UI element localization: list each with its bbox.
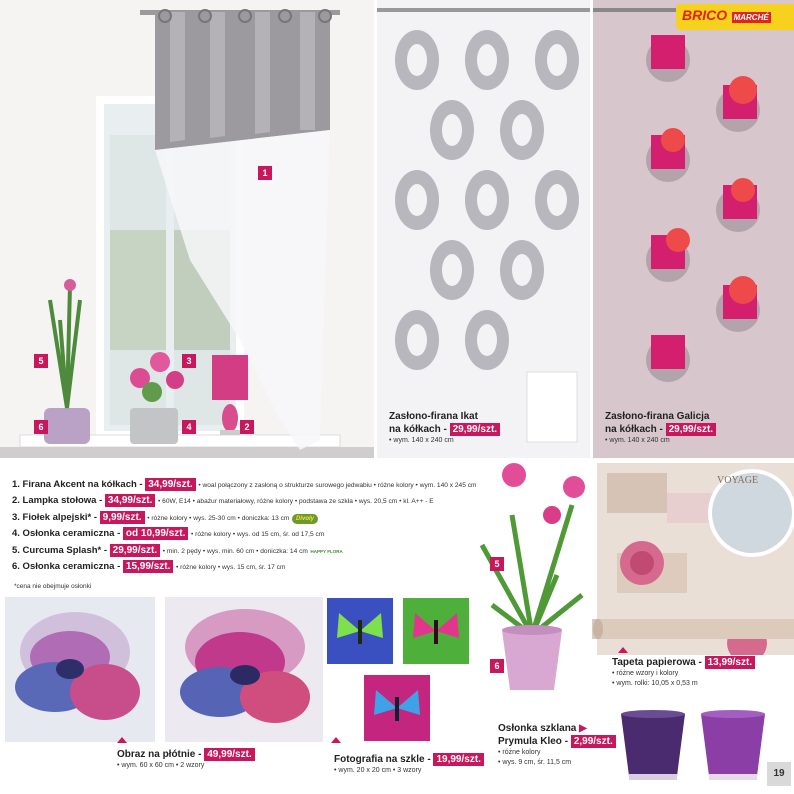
list-item-name: 2. Lampka stołowa -	[12, 495, 103, 507]
photo-glass-butterfly-pink	[403, 598, 469, 664]
glass-pot-dark-icon	[617, 710, 689, 784]
list-item-detail: • różne kolory • wys. 25-30 cm • doniczka: 13 cm	[147, 514, 290, 522]
obraz-detail: • wym. 60 x 60 cm • 2 wzory	[117, 762, 205, 769]
foto-price: 19,99/szt.	[433, 753, 483, 766]
badge-1: 1	[258, 166, 272, 180]
list-item	[12, 559, 482, 575]
galicja-detail: • wym. 140 x 240 cm	[605, 437, 670, 444]
footnote: *cena nie obejmuje osłonki	[14, 583, 92, 590]
list-item-name: 1. Firana Akcent na kółkach -	[12, 479, 143, 490]
photo-ikat-curtain	[377, 0, 590, 458]
badge-3: 3	[182, 354, 196, 368]
badge-curcuma-6: 6	[490, 659, 504, 673]
list-item-name: 4. Osłonka ceramiczna -	[12, 528, 121, 540]
glass-pot-light-icon	[697, 710, 769, 784]
foto-caption	[334, 753, 504, 776]
badge-4: 4	[182, 420, 196, 434]
oslonka-price: 2,99/szt.	[571, 735, 616, 748]
arrow-right-icon: ▶	[579, 723, 587, 734]
list-item	[12, 477, 482, 493]
list-item-name: 6. Osłonka ceramiczna -	[12, 561, 121, 573]
list-item-price: 9,99/szt.	[100, 511, 145, 524]
brico-logo	[676, 4, 794, 30]
foto-detail: • wym. 20 x 20 cm • 3 wzory	[334, 767, 422, 774]
wallpaper-word: VOYAGE	[717, 475, 759, 486]
list-item-name: 5. Curcuma Splash* -	[12, 544, 108, 556]
list-item-detail: • min. 2 pędy • wys. min. 60 cm • doniczka: 14 cm	[162, 547, 308, 555]
tapeta-title: Tapeta papierowa -	[612, 657, 702, 668]
obraz-title: Obraz na płótnie -	[117, 749, 202, 760]
wallpaper-roll-illustration	[592, 615, 794, 643]
ikat-caption	[389, 411, 589, 446]
badge-5: 5	[34, 354, 48, 368]
photo-window-curtain	[0, 0, 374, 458]
poppy-painting-2-illustration	[165, 597, 323, 742]
ikat-detail: • wym. 140 x 240 cm	[389, 437, 454, 444]
ikat-pattern-illustration	[377, 0, 590, 458]
list-item-detail: • różne kolory • wys. od 15 cm, śr. od 17,5 cm	[191, 531, 325, 539]
photo-glass-pot-dark	[617, 710, 689, 784]
butterfly-green-icon	[327, 598, 393, 664]
oslonka-title-2: Prymula Kleo -	[498, 736, 569, 747]
butterfly-blue-icon	[364, 675, 430, 741]
oslonka-caption	[498, 723, 618, 768]
ikat-title-2: na kółkach -	[389, 424, 447, 435]
oslonka-detail-2: • wys. 9 cm, śr. 11,5 cm	[498, 759, 572, 766]
list-item-price: 15,99/szt.	[123, 560, 173, 573]
oslonka-title-1: Osłonka szklana	[498, 723, 577, 734]
list-item-detail: • 60W, E14 • abażur materiałowy, różne kolory • podstawa ze szkła • wys. 20,5 cm • kl. A++ - E	[158, 498, 434, 506]
list-item-price: 29,99/szt.	[110, 544, 160, 557]
photo-glass-butterfly-green	[327, 598, 393, 664]
list-item-price: 34,99/szt.	[105, 494, 155, 507]
badge-2: 2	[240, 420, 254, 434]
list-item-price: 34,99/szt.	[145, 478, 195, 491]
list-item-price: od 10,99/szt.	[123, 527, 188, 540]
list-item-name: 3. Fiołek alpejski* -	[12, 511, 98, 523]
curcuma-illustration	[462, 455, 592, 700]
galicja-price: 29,99/szt.	[666, 423, 716, 436]
tapeta-detail-1: • różne wzory i kolory	[612, 670, 679, 677]
badge-6: 6	[34, 420, 48, 434]
photo-galicja-curtain	[593, 0, 794, 458]
ikat-price: 29,99/szt.	[450, 423, 500, 436]
list-item	[12, 510, 482, 526]
triangle-marker-icon	[117, 737, 127, 743]
galicja-caption	[605, 411, 794, 446]
divoly-logo: Divoly	[292, 514, 318, 524]
triangle-marker-icon	[618, 647, 628, 653]
tapeta-price: 13,99/szt.	[705, 656, 755, 669]
galicja-pattern-illustration	[593, 0, 794, 458]
poppy-painting-1-illustration	[5, 597, 155, 742]
list-item-detail: • woal połączony z zasłoną o strukturze surowego jedwabiu • różne kolory • wym. 140 x 245 cm	[198, 482, 477, 489]
butterfly-pink-icon	[403, 598, 469, 664]
galicja-title: Zasłono-firana Galicja	[605, 411, 710, 422]
foto-title: Fotografia na szkle -	[334, 754, 431, 765]
tapeta-detail-2: • wym. rolki: 10,05 x 0,53 m	[612, 680, 698, 687]
list-item-detail: • różne kolory • wys. 15 cm, śr. 17 cm	[176, 564, 286, 572]
page-number: 19	[767, 762, 791, 786]
happy-flora-logo: HAPPY FLORA	[310, 548, 343, 554]
oslonka-detail-1: • różne kolory	[498, 749, 541, 756]
photo-glass-butterfly-blue	[364, 675, 430, 741]
obraz-price: 49,99/szt.	[204, 748, 254, 761]
product-list	[12, 477, 482, 575]
photo-curcuma-plant	[462, 455, 592, 700]
photo-glass-pot-light	[697, 710, 769, 784]
galicja-title-2: na kółkach -	[605, 424, 663, 435]
photo-canvas-painting-1	[5, 597, 155, 742]
photo-canvas-painting-2	[165, 597, 323, 742]
list-item	[12, 543, 482, 559]
list-item	[12, 493, 482, 509]
ikat-title: Zasłono-firana Ikat	[389, 411, 478, 422]
obraz-caption	[117, 748, 317, 771]
tapeta-caption	[612, 656, 792, 689]
list-item	[12, 526, 482, 542]
photo-wallpaper-roll	[592, 615, 794, 643]
window-scene-illustration	[0, 0, 374, 458]
brico-logo-sub: MARCHÉ	[733, 13, 769, 22]
triangle-marker-icon	[331, 737, 341, 743]
brico-logo-main: BRICO	[682, 7, 728, 23]
badge-curcuma-5: 5	[490, 557, 504, 571]
